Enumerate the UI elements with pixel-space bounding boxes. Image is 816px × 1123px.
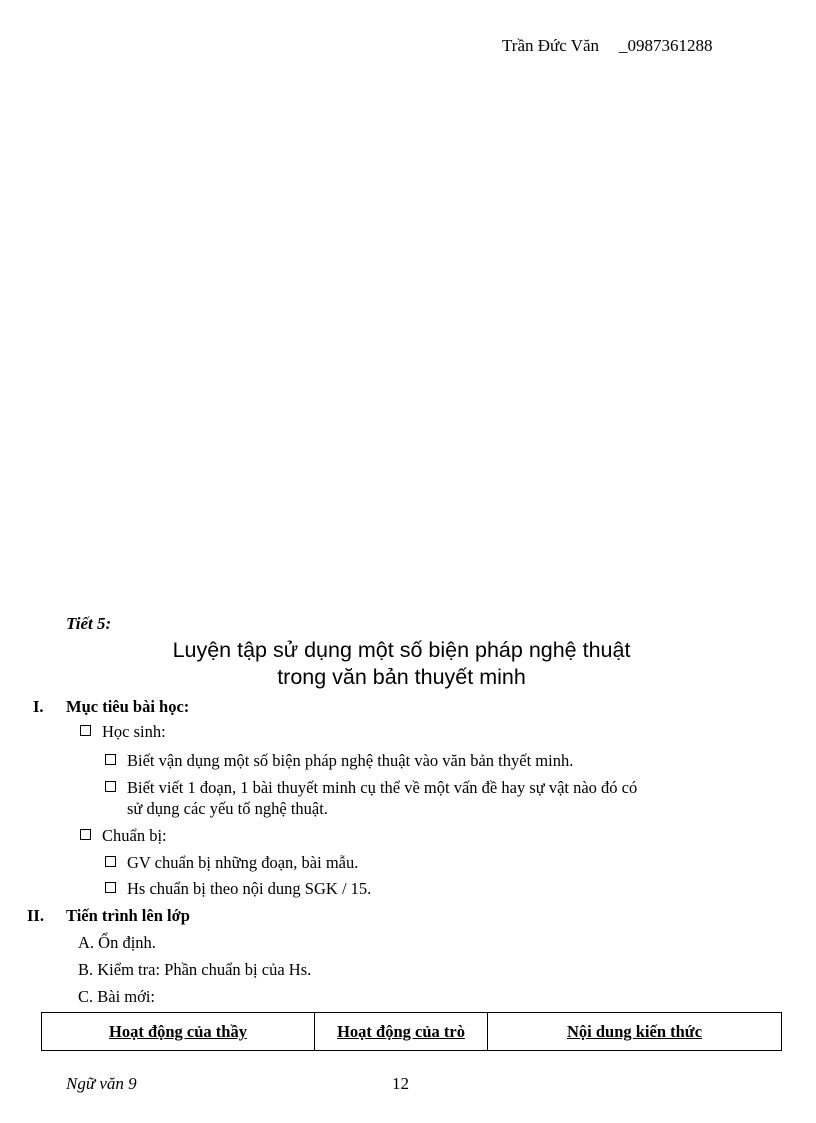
footer-subject: Ngữ văn 9 xyxy=(66,1074,137,1093)
list-item-objective-2-continued: sử dụng các yếu tố nghệ thuật. xyxy=(127,799,328,818)
author-name: Trần Đức Văn xyxy=(502,36,600,55)
lesson-number: Tiết 5: xyxy=(66,614,112,633)
step-b: B. Kiểm tra: Phần chuẩn bị của Hs. xyxy=(78,960,312,979)
checkbox-bullet-icon xyxy=(80,725,91,736)
header-knowledge-content: Nội dung kiến thức xyxy=(488,1013,782,1051)
checkbox-bullet-icon xyxy=(105,856,116,867)
step-a: A. Ổn định. xyxy=(78,933,156,952)
phone-number: _0987361288 xyxy=(619,36,713,55)
page-number: 12 xyxy=(392,1074,409,1093)
section-2-numeral: II. xyxy=(27,906,44,925)
list-item-hoc-sinh: Học sinh: xyxy=(80,722,166,742)
list-item-prep-1: GV chuẩn bị những đoạn, bài mẫu. xyxy=(105,853,358,873)
table-header-row xyxy=(42,1013,782,1051)
section-2-heading: Tiến trình lên lớp xyxy=(66,906,190,925)
lesson-title-line-1: Luyện tập sử dụng một số biện pháp nghệ thuật xyxy=(172,638,631,662)
list-item-objective-1: Biết vận dụng một số biện pháp nghệ thuật vào văn bản thyết minh. xyxy=(105,751,573,771)
list-item-chuan-bi: Chuẩn bị: xyxy=(80,826,167,846)
checkbox-bullet-icon xyxy=(105,882,116,893)
page-header xyxy=(502,36,713,56)
list-item-prep-2: Hs chuẩn bị theo nội dung SGK / 15. xyxy=(105,879,371,899)
step-c: C. Bài mới: xyxy=(78,987,156,1006)
checkbox-bullet-icon xyxy=(80,829,91,840)
section-1-heading: Mục tiêu bài học: xyxy=(66,697,190,716)
section-1-numeral: I. xyxy=(33,697,44,716)
activities-table xyxy=(41,1012,782,1051)
checkbox-bullet-icon xyxy=(105,754,116,765)
header-teacher-activity: Hoạt động của thầy xyxy=(42,1013,315,1051)
list-item-objective-2: Biết viết 1 đoạn, 1 bài thuyết minh cụ thể về một vấn đề hay sự vật nào đó có xyxy=(105,778,637,798)
lesson-title-line-2: trong văn bản thuyết minh xyxy=(277,665,526,689)
checkbox-bullet-icon xyxy=(105,781,116,792)
header-student-activity: Hoạt động của trò xyxy=(315,1013,488,1051)
